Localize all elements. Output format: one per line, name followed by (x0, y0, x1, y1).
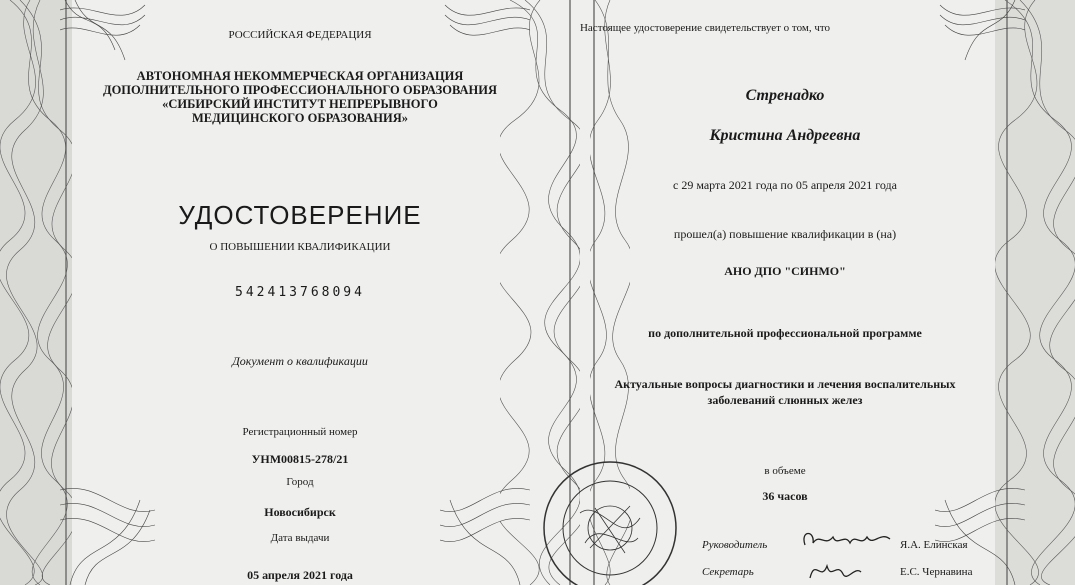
program-label: по дополнительной профессиональной программе (648, 326, 922, 340)
recipient-given-names: Кристина Андреевна (709, 127, 861, 144)
director-signature (795, 525, 895, 555)
recipient-surname: Стренадко (745, 87, 825, 104)
document-subtitle: О ПОВЫШЕНИИ КВАЛИФИКАЦИИ (209, 241, 391, 253)
program-title-line-2: заболеваний слюнных желез (707, 393, 863, 407)
country-name: РОССИЙСКАЯ ФЕДЕРАЦИЯ (228, 29, 372, 41)
training-period: с 29 марта 2021 года по 05 апреля 2021 года (673, 178, 897, 192)
program-title-line-1: Актуальные вопросы диагностики и лечения воспалительных (614, 377, 956, 391)
completion-statement: прошел(а) повышение квалификации в (на) (673, 227, 897, 241)
document-type: Документ о квалификации (232, 354, 368, 368)
city-label: Город (286, 476, 314, 488)
issue-date: 05 апреля 2021 года (247, 568, 353, 582)
organization-name-line-4: МЕДИЦИНСКОГО ОБРАЗОВАНИЯ» (192, 111, 408, 125)
hours-value: 36 часов (762, 489, 808, 503)
intro-text: Настоящее удостоверение свидетельствует о том, что (579, 22, 831, 34)
right-page (555, 0, 1075, 585)
institution-name: АНО ДПО "СИНМО" (724, 264, 846, 278)
volume-label: в объеме (764, 465, 806, 477)
director-name: Я.А. Елинская (900, 539, 968, 551)
organization-seal (540, 458, 680, 585)
organization-name-line-1: АВТОНОМНАЯ НЕКОММЕРЧЕСКАЯ ОРГАНИЗАЦИЯ (136, 69, 464, 83)
registration-number-label: Регистрационный номер (242, 426, 358, 438)
secretary-role: Секретарь (702, 566, 754, 578)
organization-name-line-2: ДОПОЛНИТЕЛЬНОГО ПРОФЕССИОНАЛЬНОГО ОБРАЗОВАНИЯ (102, 83, 498, 97)
issue-date-label: Дата выдачи (270, 532, 330, 544)
organization-name-line-3: «СИБИРСКИЙ ИНСТИТУТ НЕПРЕРЫВНОГО (162, 97, 438, 111)
left-page (70, 0, 530, 585)
serial-number: 542413768094 (235, 285, 365, 300)
registration-number: УНМ00815-278/21 (251, 452, 349, 466)
director-role: Руководитель (702, 539, 768, 551)
secretary-signature (805, 556, 865, 584)
city-value: Новосибирск (264, 505, 336, 519)
secretary-name: Е.С. Чернавина (900, 566, 973, 578)
document-title: УДОСТОВЕРЕНИЕ (178, 200, 422, 230)
